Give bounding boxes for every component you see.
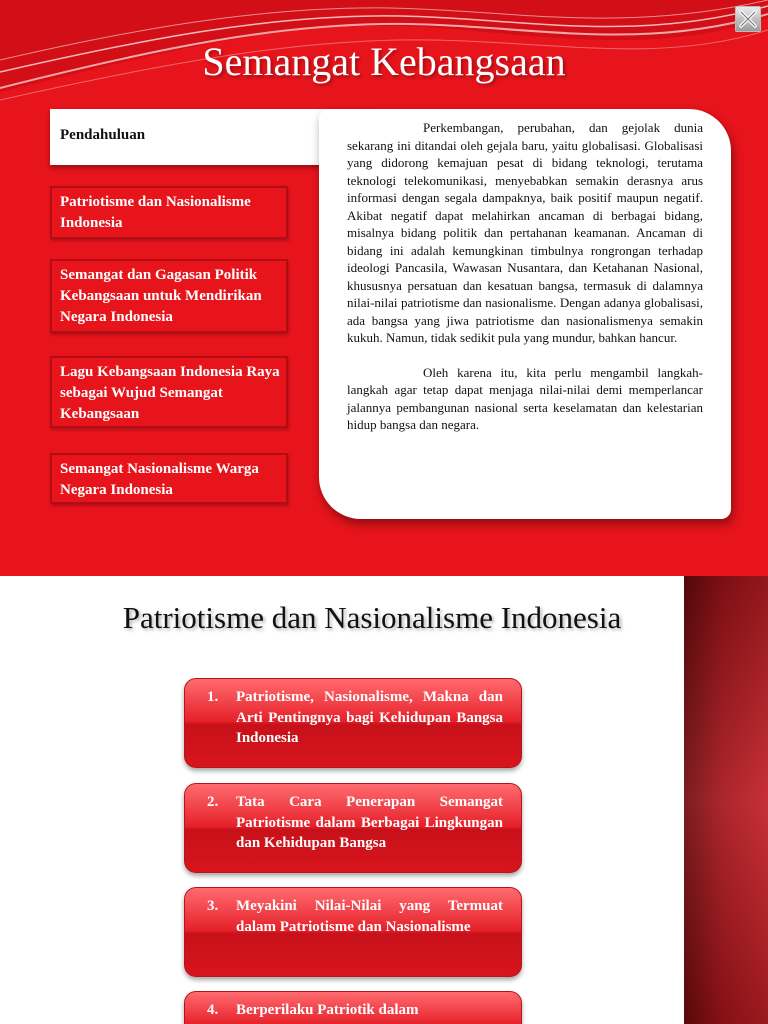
menu-item-patriotisme[interactable]: Patriotisme dan Nasionalisme Indonesia [50,186,288,239]
content-paragraph-2: Oleh karena itu, kita perlu mengambil langkah-langkah agar tetap dapat menjaga nilai-nilai demi memperlancar jalannya pembangunan nasional serta keselamatan dan kelestarian hidup bangsa dan negara. [347,364,703,432]
topic-number: 1. [207,689,219,705]
slide-patriotisme [0,576,768,1024]
menu-item-pendahuluan[interactable]: Pendahuluan [50,109,380,165]
topic-button-2[interactable] [184,783,522,873]
content-card [319,109,731,519]
side-band-decoration [684,576,768,1024]
topic-button-4[interactable] [184,991,522,1024]
close-x-icon [738,9,758,29]
close-icon[interactable] [735,6,761,32]
menu-item-lagu-kebangsaan[interactable]: Lagu Kebangsaan Indonesia Raya sebagai Wujud Semangat Kebangsaan [50,356,288,428]
slide-title: Semangat Kebangsaan [202,39,566,84]
topic-number: 3. [207,898,219,914]
topic-label: Patriotisme, Nasionalisme, Makna dan Arti Pentingnya bagi Kehidupan Bangsa Indonesia [236,689,503,746]
topic-label: Berperilaku Patriotik dalam [236,1002,419,1018]
topic-number: 2. [207,794,219,810]
topic-button-1[interactable] [184,678,522,768]
content-paragraph-1: Perkembangan, perubahan, dan gejolak dunia sekarang ini ditandai oleh gejala baru, yaitu globalisasi. Globalisasi yang didorong kemajuan pesat di bidang teknologi, terutama teknologi telekomunikasi, menyebabkan semakin derasnya arus informasi dengan segala dampaknya, baik positif maupun negatif. Akibat negatif dapat melahirkan ancaman di berbagai bidang, misalnya bidang politik dan pertahanan keamanan. Ancaman di bidang ini adalah kemungkinan timbulnya rongrongan terhadap ideologi Pancasila, Wawasan Nusantara, dan Ketahanan Nasional, khususnya persatuan dan kesatuan bangsa, termasuk di dalamnya nilai-nilai patriotisme dan nasionalisme. Dengan adanya globalisasi, ada bangsa yang jiwa patriotisme dan nasionalismenya semakin kukuh. Namun, tidak sedikit pula yang mundur, bahkan hancur. [347,120,703,345]
topic-label: Tata Cara Penerapan Semangat Patriotisme dalam Berbagai Lingkungan dan Kehidupan Bangsa [236,794,503,851]
topic-button-3[interactable] [184,887,522,977]
topic-label: Meyakini Nilai-Nilai yang Termuat dalam Patriotisme dan Nasionalisme [236,898,503,935]
slide-title: Patriotisme dan Nasionalisme Indonesia [122,600,622,635]
menu-item-semangat-gagasan[interactable]: Semangat dan Gagasan Politik Kebangsaan untuk Mendirikan Negara Indonesia [50,259,288,333]
menu-item-semangat-nasionalisme[interactable]: Semangat Nasionalisme Warga Negara Indonesia [50,453,288,504]
topic-number: 4. [207,1002,219,1018]
